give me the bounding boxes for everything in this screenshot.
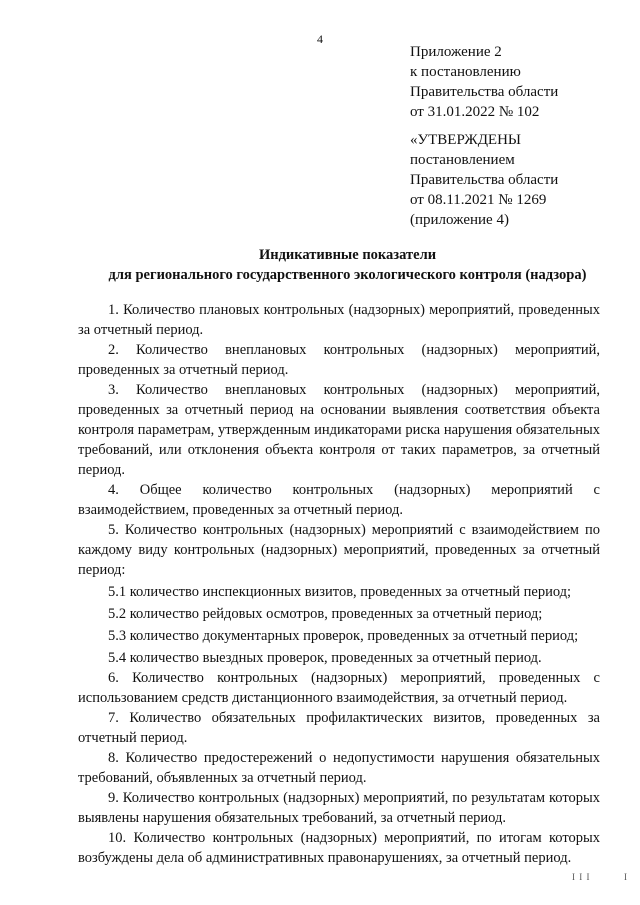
approval-line: от 08.11.2021 № 1269 (410, 192, 547, 208)
appendix-line: к постановлению (410, 64, 521, 80)
approval-line: Правительства области (410, 172, 559, 188)
appendix-note (410, 42, 558, 122)
scan-mark-left: I I I (572, 872, 591, 882)
list-item: 4. Общее количество контрольных (надзорных) мероприятий с взаимодействием, проведенных за отчетный период. (78, 482, 600, 518)
appendix-line: от 31.01.2022 № 102 (410, 104, 540, 120)
title-line-2: для регионального государственного экологического контроля (надзора) (108, 267, 587, 283)
scan-mark-right: I (624, 872, 627, 882)
page-number: 4 (317, 32, 323, 46)
indicator-list (78, 300, 600, 868)
list-item: 1. Количество плановых контрольных (надзорных) мероприятий, проведенных за отчетный период. (78, 302, 600, 338)
appendix-line: Правительства области (410, 84, 559, 100)
list-item: 7. Количество обязательных профилактических визитов, проведенных за отчетный период. (78, 710, 600, 746)
list-subitem: 5.4 количество выездных проверок, проведенных за отчетный период. (108, 650, 542, 666)
approval-line: постановлением (410, 152, 515, 168)
approval-note (410, 130, 558, 230)
list-item: 6. Количество контрольных (надзорных) мероприятий, проведенных с использованием средств дистанционного взаимодействия, за отчетный период. (78, 670, 600, 706)
list-subitem: 5.1 количество инспекционных визитов, проведенных за отчетный период; (108, 584, 572, 600)
title-line-1: Индикативные показатели (258, 247, 437, 263)
appendix-line: Приложение 2 (410, 44, 502, 60)
list-item: 5. Количество контрольных (надзорных) мероприятий с взаимодействием по каждому виду контрольных (надзорных) мероприятий, проведенных за отчетный период: (78, 522, 600, 578)
approval-line: «УТВЕРЖДЕНЫ (410, 132, 522, 148)
list-subitem: 5.2 количество рейдовых осмотров, проведенных за отчетный период; (108, 606, 543, 622)
approval-line: (приложение 4) (410, 212, 509, 228)
document-title (60, 245, 635, 285)
list-item: 8. Количество предостережений о недопустимости нарушения обязательных требований, объявленных за отчетный период. (78, 750, 600, 786)
list-item: 2. Количество внеплановых контрольных (надзорных) мероприятий, проведенных за отчетный период. (78, 342, 600, 378)
list-subitem: 5.3 количество документарных проверок, проведенных за отчетный период; (108, 628, 579, 644)
list-item: 10. Количество контрольных (надзорных) мероприятий, по итогам которых возбуждены дела об административных правонарушениях, за отчетный период. (78, 830, 600, 866)
list-item: 3. Количество внеплановых контрольных (надзорных) мероприятий, проведенных за отчетный период на основании выявления соответствия объекта контроля параметрам, утвержденным индикаторами риска нарушения обязательных требований, или отклонения объекта контроля от таких параметров, за отчетный период. (78, 382, 600, 478)
list-item: 9. Количество контрольных (надзорных) мероприятий, по результатам которых выявлены нарушения обязательных требований, за отчетный период. (78, 790, 600, 826)
